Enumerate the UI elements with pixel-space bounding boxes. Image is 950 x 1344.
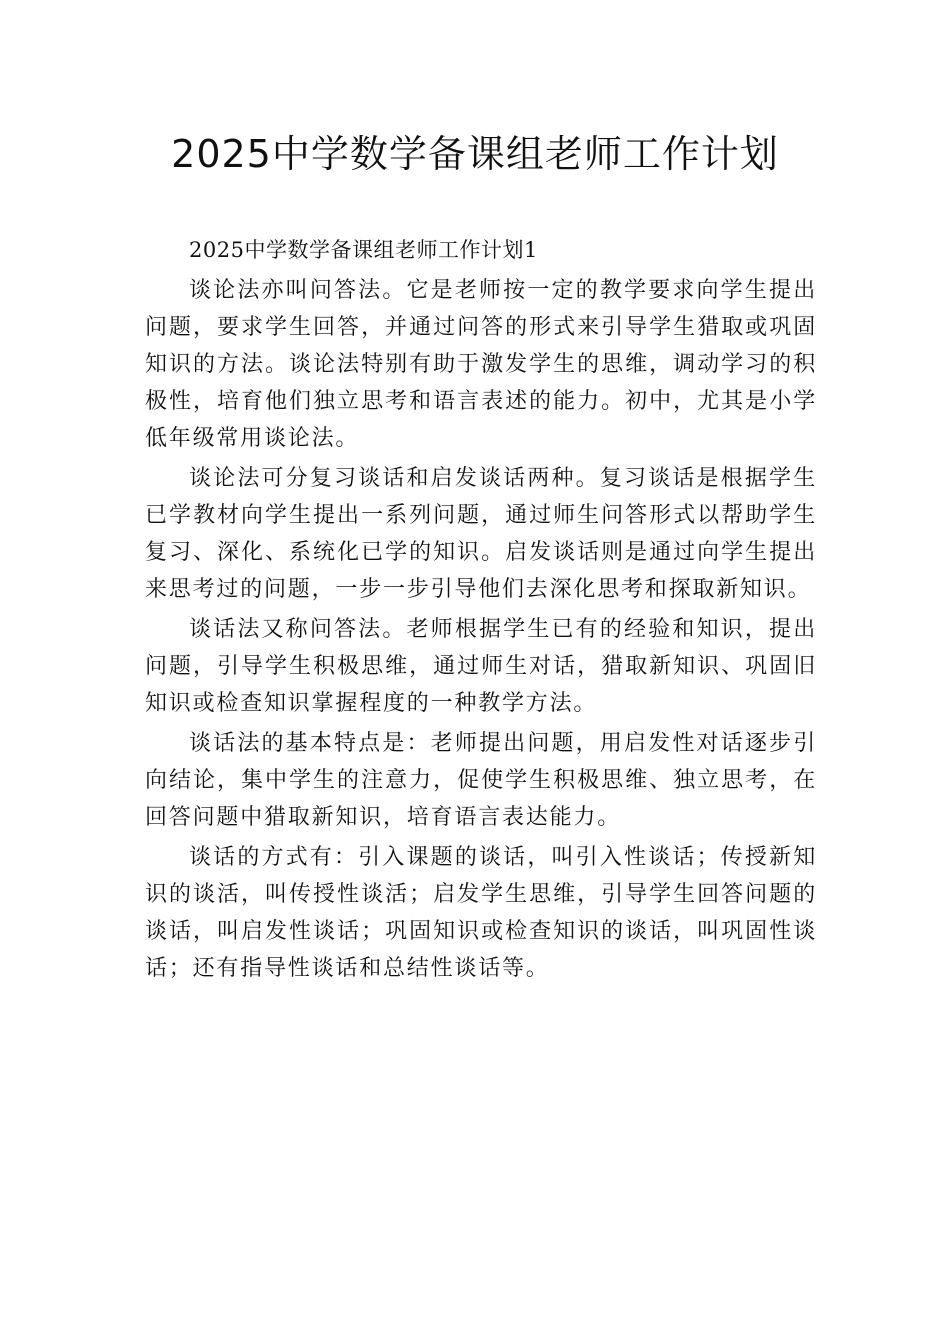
paragraph-4: 谈话法的基本特点是：老师提出问题，用启发性对话逐步引向结论，集中学生的注意力，促使学生积极思维、独立思考，在回答问题中猎取新知识，培育语言表达能力。 (145, 731, 817, 830)
paragraph-1: 谈论法亦叫问答法。它是老师按一定的教学要求向学生提出问题，要求学生回答，并通过问答的形式来引导学生猎取或巩固知识的方法。谈论法特别有助于激发学生的思维，调动学习的积极性，培育他们独立思考和语言表述的能力。初中，尤其是小学低年级常用谈论法。 (145, 278, 817, 451)
paragraph-3: 谈话法又称问答法。老师根据学生已有的经验和知识，提出问题，引导学生积极思维，通过师生对话，猎取新知识、巩固旧知识或检查知识掌握程度的一种教学方法。 (145, 617, 817, 716)
paragraph-2: 谈论法可分复习谈话和启发谈话两种。复习谈话是根据学生已学教材向学生提出一系列问题，通过师生问答形式以帮助学生复习、深化、系统化已学的知识。启发谈话则是通过向学生提出来思考过的问题，一步一步引导他们去深化思考和探取新知识。 (145, 466, 817, 602)
paragraph-5: 谈话的方式有：引入课题的谈话，叫引入性谈话；传授新知识的谈活，叫传授性谈活；启发学生思维，引导学生回答问题的谈话，叫启发性谈话；巩固知识或检查知识的谈话，叫巩固性谈话；还有指导性谈话和总结性谈话等。 (145, 845, 817, 981)
document-body (145, 232, 817, 987)
section-title: 2025中学数学备课组老师工作计划1 (189, 238, 538, 262)
document-title: 2025中学数学备课组老师工作计划 (171, 132, 779, 176)
